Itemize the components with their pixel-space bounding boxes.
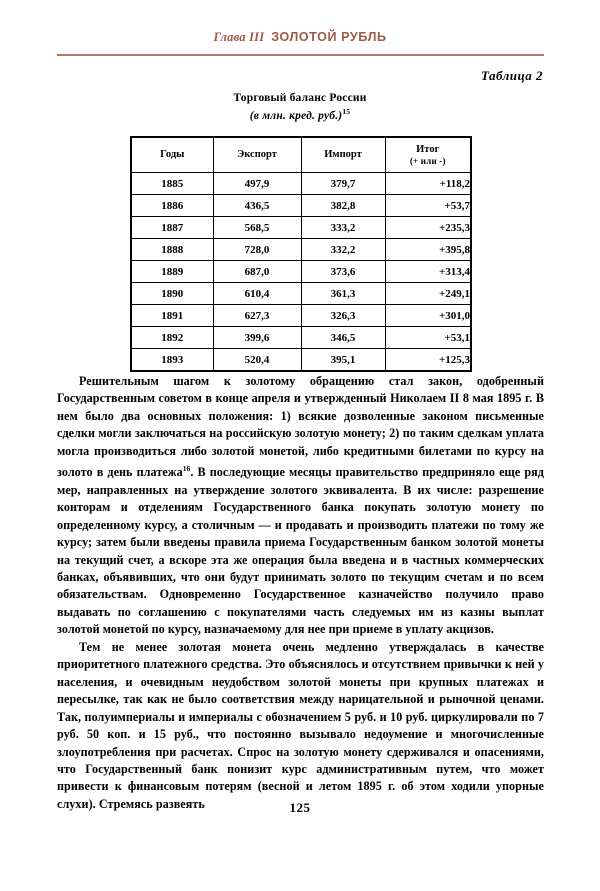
cell-import: 395,1 [301,349,385,372]
column-header-import-label: Импорт [324,149,362,161]
paragraph-1 [57,373,544,639]
table-row [131,217,471,239]
cell-total: +53,1 [385,327,471,349]
cell-year: 1892 [131,327,213,349]
cell-total: +395,8 [385,239,471,261]
table-caption-title: Торговый баланс России [233,92,367,104]
cell-import: 326,3 [301,305,385,327]
table-row [131,283,471,305]
cell-import: 346,5 [301,327,385,349]
cell-year: 1891 [131,305,213,327]
paragraph-2: Тем не менее золотая монета очень медленно утверждалась в качестве приоритетного платежного средства. Это объяснялось и отсутствием привычки к ней у населения, и очевидным неудобством золотой монеты при крупных платежах и пересылке, так как не было соответствия между нарицательной и рыночной ценами. Так, полуимпериалы и империалы с обозначением 5 руб. и 10 руб. циркулировали по 7 руб. 50 коп. и 15 руб., что постоянно вызывало недоумение и многочисленные злоупотребления при расчетах. Спрос на золотую монету сдерживался и опасениями, что Государственный банк понизит курс административным путем, что может привести к финансовым потерям (весной и летом 1895 г. об этом ходили упорные слухи). Стремясь развеять [57,639,544,811]
footnote-marker-16: 16 [182,464,191,474]
table-row [131,349,471,372]
table-caption-units [0,107,600,122]
body-text [57,373,544,813]
cell-import: 373,6 [301,261,385,283]
cell-total: +125,3 [385,349,471,372]
cell-year: 1888 [131,239,213,261]
trade-balance-table-wrapper [130,136,470,372]
running-head-title: ЗОЛОТОЙ РУБЛЬ [271,30,387,44]
column-header-total-sublabel: (+ или -) [409,155,446,166]
table-number-label: Таблица 2 [480,68,543,83]
cell-export: 687,0 [213,261,301,283]
trade-balance-table [130,136,472,372]
cell-year: 1886 [131,195,213,217]
table-row [131,261,471,283]
column-header-export-label: Экспорт [237,149,277,161]
cell-export: 568,5 [213,217,301,239]
column-header-import [301,137,385,173]
cell-export: 497,9 [213,173,301,195]
table-row [131,173,471,195]
table-caption-footnote-marker: 15 [342,107,351,116]
paragraph-1-text-a: Решительным шагом к золотому обращению стал закон, одобренный Государственным советом в конце апреля и утвержденный Николаем II 8 мая 1895 г. В нем было два основных положения: 1) всякие дозволенные законом письменные сделки могли заключаться на российскую золотую монету; 2) по таким сделкам уплата могла производиться либо золотой монетой, либо кредитными билетами по курсу на золото в день платежа [57,374,544,480]
column-header-total-label: Итог [416,143,440,155]
running-head-chapter: Глава III [213,30,265,44]
cell-year: 1885 [131,173,213,195]
table-row [131,195,471,217]
column-header-year [131,137,213,173]
cell-export: 436,5 [213,195,301,217]
paragraph-1-text-b: . В последующие месяцы правительство предприняло еще ряд мер, направленных на утверждение золотого эквивалента. В их числе: разрешение конторам и отделениям Государственного банка покупать золотую монету по определенному курсу, а столичным — и продавать и производить платежи по тому же курсу; затем были введены правила приема Государственным банком золотой монеты на текущий счет, а вскоре эта же операция была введена и в частных коммерческих банках, объявивших, что они будут принимать золото по текущим счетам и по всем обязательствам. Одновременно Государственное казначейство получило право выдавать по соглашению с покупателями часть следуемых им из казны выплат золотой монетой по курсу, назначаемому для нее при приеме в уплату акцизов. [57,465,544,637]
column-header-total [385,137,471,173]
cell-year: 1890 [131,283,213,305]
running-head [0,28,600,46]
page-number: 125 [289,800,311,815]
table-body [131,173,471,372]
table-row [131,239,471,261]
cell-total: +301,0 [385,305,471,327]
cell-year: 1893 [131,349,213,372]
table-caption [0,92,600,122]
cell-import: 332,2 [301,239,385,261]
cell-total: +118,2 [385,173,471,195]
cell-export: 627,3 [213,305,301,327]
column-header-export [213,137,301,173]
cell-export: 399,6 [213,327,301,349]
cell-export: 610,4 [213,283,301,305]
cell-year: 1889 [131,261,213,283]
cell-import: 382,8 [301,195,385,217]
table-row [131,305,471,327]
table-header [131,137,471,173]
running-head-rule [57,54,544,56]
cell-year: 1887 [131,217,213,239]
column-header-year-label: Годы [160,149,185,161]
cell-import: 361,3 [301,283,385,305]
table-header-row [131,137,471,173]
table-row [131,327,471,349]
cell-total: +53,7 [385,195,471,217]
cell-total: +249,1 [385,283,471,305]
table-caption-units-text: (в млн. кред. руб.) [249,109,343,122]
cell-import: 379,7 [301,173,385,195]
cell-import: 333,2 [301,217,385,239]
cell-export: 728,0 [213,239,301,261]
cell-export: 520,4 [213,349,301,372]
cell-total: +313,4 [385,261,471,283]
cell-total: +235,3 [385,217,471,239]
